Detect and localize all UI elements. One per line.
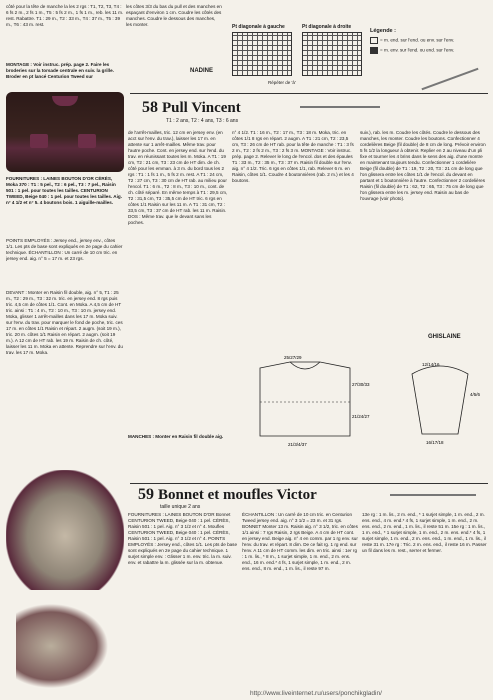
column-4-paragraph: suiv.), rab. les m. Coudre les côtés. Coudre le dessous des manches, les monter. Coudre les boutons. Confectionner 4 cordelières Beige (fil double) de 8 cm de long. Prévoir environ 5 fs 1/2 la longueur à obtenir. Replier en 2 au niveau d'un pli fixe et tourner les 4 brins dans le sens des aig. d'une montre en maintenant toujours tendu. Confectionner 1 cordelière Beige (fil double) de T1 : 19, T2 : 20, T3 : 21 cm de long que l'on glissera entre les côtes 1/1 de l'encol. du devant en partant et 1 boutonnière à l'autre. Confectionner 2 cordelières Raisin (fil double) de T1 : 62, T2 : 65, T3 : 75 cm de long que l'on glissera entre les m. jersey end. Raisin au bas de l'ouvrage (voir photo). [360,130,486,201]
article2-title [138,486,317,504]
article1-sizes: T1 : 2 ans, T2 : 4 ans, T3 : 6 ans [166,118,239,124]
sweater-photo [6,92,124,172]
legend-square-empty [370,37,378,44]
bonnet-fournitures-paragraph: FOURNITURES : LAINES BOUTON D'OR Bonnet CENTURION TWEED, Beige 040 : 1 pel. CÉRÈS, Raisin 501 : 1 pel. Aig. n° 3 1/2 et n° 4. Moufles CENTURION TWEED, Beige 040 : 1 pel. CÉRÈS, Raisin 501 : 1 pel. Aig. n° 3 1/2 et n° 4. POINTS EMPLOYÉS : Jersey end., côtes 1/1. Les pts de base sont expliqués en 2e page du cahier technique. 1 surjet simple env. : Glisser 1 m. env. tric. la m. suiv. env. et rabattre la m. glissée sur la m. obtenue. [128,512,238,565]
column-3-text [232,130,354,354]
legend-label-dark: = m. env. sur l'end. ou end. sur l'env. [380,47,455,53]
article1-number: 58 [142,99,158,116]
legend-square-filled [370,47,378,54]
column-2-text [128,130,228,432]
grid-right-title: Pt diagonale à droite [302,24,352,30]
article2-sizes: taille unique 2 ans [160,504,201,510]
top-left-text [6,4,124,50]
footer-url[interactable]: http://www.liveinternet.ru/users/ponchikgladin/ [250,690,382,697]
article1-rule [130,93,488,94]
needles-decoration-bottom [390,494,476,496]
bonnet-fournitures [128,512,238,688]
montage-left-paragraph: MONTAGE : Voir instruc. prép. page 2. Faire les broderies sur la torsade centrale en suiv. la grille. Broder en pt lancé Centurion Tweed sur [6,62,114,79]
grid-diagonal-right [302,32,362,76]
diagram-label-width: 25/27/29 [284,356,302,360]
needles-decoration-top [421,68,478,90]
manches-text [128,434,238,442]
bonnet-column-3 [362,512,488,682]
diagram-label-sleeve-side: 4/5/6 [470,392,481,397]
bonnet-photo [6,470,124,590]
legend-item-dark [370,47,488,54]
pattern-diagram-sleeve [392,360,488,450]
diagram-label-sleeve-bottom: 16/17/18 [426,440,444,445]
signature-nadine: NADINE [190,68,214,74]
needles-decoration-mid [300,106,380,108]
devant-left-paragraph: DEVANT : Monter en Raisin fil double, aig. n° 5, T1 : 25 m., T2 : 29 m., T3 : 32 m. tric. en jersey end. 8 rgs puis tric. 4,5 cm de côtes 1/1. Cont. en Moka. A 4,5 cm de HT tric. ainsi : T1 : 4 m., T2 : 10 m., T3 : 10 m. jersey end. Moka, glisser 1 arrêt-mailles dans les 17 m. Moka suiv. sur l'env. du trav. pour marquer le fond de poche, tric. ces 17 m. en côtes 1/1 Raisin et répart. 2 augm. (soit 19 m.), tric. 20 m. côtes 1/1 Raisin en répart. 2 augm. (soit 19 m.). A 12 cm de HT rab. les 19 m. Raisin de ch. côté, laisser les 11 m. Moka en attente. Reprendre sur l'env. du trav. les 17 m. Moka. [6,290,123,355]
sweater-pocket-right [78,134,96,148]
article2-title-text: Bonnet et moufles Victor [158,487,317,503]
top-center-paragraph: les côtes 3/3 du bas du pull et des manches en espaçant d'environ 1 cm. Coudre les côtés des manches. Coudre le dessous des manches, les monter. [126,4,222,27]
legend-box [370,28,488,54]
pattern-diagram-body [240,356,380,450]
article1-title-text: Pull Vincent [162,100,241,116]
fournitures-left-paragraph: FOURNITURES : LAINES BOUTON D'OR CÉRÈS, Moka 370 : T1 : 5 pel., T2 : 6 pel., T3 : 7 pel., Raisin 501 : 1 pel. pour toutes les tailles. CENTURION TWEED, Beige 040 : 1 pel. pour toutes les tailles. Aig. n° 4 1/2 et n° 5. 4 boutons bois. 1 aiguille-mailles. [6,176,122,205]
points-left [6,238,124,288]
top-center-text [126,4,222,46]
column-3-paragraph: n° 4 1/2. T1 : 16 m., T2 : 17 m., T3 : 18 m. Moka, tric. en côtes 1/1 8 rgs en répart. 2 augm. A T1 : 21 cm, T2 : 23,5 cm, T3 : 26 cm de HT rab. pour la tête de manche : T1 : 3 fs 2 m., T2 : 2 fs 2 m., T3 : 2 fs 3 m. MONTAGE : Voir instruc. prép. page 2. Relever le long de l'encol. dos et des épaules T1 : 33 m., T2 : 35 m., T3 : 37 m. Raisin fil double sur l'env. aig. n° 4 1/2. Tric. 6 rgs en côtes 1/1, rab. Relever 6 m. en Raisin, côtes 1/1. Coudre 4 boutonnières (rab. 2 m.) et les 4 boutons. [232,130,354,183]
fournitures-left [6,176,124,236]
diagram-label-bottom: 21/3/4/37 [288,442,307,447]
diagram-label-lower: 21/24/27 [352,414,370,419]
bonnet-column-2-paragraph: ÉCHANTILLON : Un carré de 10 cm tric. en Centurion Tweed jersey end. aig. n° 3 1/2 = 23 m. et 31 rgs. BONNET Monter 13 m. Raisin aig. n° 3 1/2, tric. en côtes 1/1 ainsi : 7 rgs Raisin, 2 rgs Beige. A 4 cm de HT cont. en jersey end. Beige aig. n° 4 en comm. par 1 rg env. sur l'env. du trav. et répart. 8 dim. De ce fait rg. 1 rg end. sur l'env. A 11 cm de HT comm. les dim. en tric. ainsi : 1er rg : 1 m. lis., * 8 m., 1 surjet simple, 1 m. end., 2 m. ens. end., 16 m. end.* 4 fs, 1 surjet simple, 1 m. end., 2 m. ens. end., 8 m. end., 1 m. lis., il reste 97 m. [242,512,358,571]
signature-ghislaine: GHISLAINE [428,334,461,340]
diagram-label-height: 27/30/33 [352,382,370,387]
bonnet-column-3-paragraph: 13e rg : 1 m. lis., 2 m. end., * 1 surjet simple, 1 m. end., 2 m. ens. end., 4 m. end.* 4 fs, 1 surjet simple, 1 m. end., 2 m. ens. end., 2 m. end., 1 m. lis., il reste 51 m. 15e rg : 1 m. lis., 1 m. end., * 1 surjet simple, 1 m. end., 2 m. ens. end.* 4 fs, 1 surjet simple, 1 m. end., 2 m. ens. end., 1 m. end., 1 m. lis., il reste 31 m. 17e rg : Tric. 2 m. ens. end., il reste 16 m. Passer un fil dans les m. rest., serrer et fermer. [362,512,487,553]
manches-paragraph: MANCHES : Monter en Raisin fil double aig. [128,434,224,439]
devant-left [6,290,124,470]
top-left-paragraph: côté pour la tête de manche la les 2 rgs : T1, T2, T3, T4 : 6 fs 2 m., 2 fs 1 m., T5 : 5 fs 2 m., 1 fs 1 m., reb. les 11 m. rest. Rabattre. T1 : 29 m., T2 : 33 m., T4 : 37 m., T5 : 39 m., T6 : 43 m. rest. [6,4,124,27]
bonnet-column-2 [242,512,358,688]
grid-repeat-label: Répéter de 'à' [268,80,296,85]
legend-item-plain [370,37,488,44]
montage-left [6,62,124,86]
grid-diagonal-left [232,32,292,76]
legend-title: Légende : [370,28,396,34]
article1-title [142,99,241,117]
moufles-photo [16,598,116,694]
grid-left-title: Pt diagonale à gauche [232,24,285,30]
sweater-collar [52,96,78,106]
column-2-paragraph: de l'arrêt-mailles, tric. 12 cm en jersey env. (en acct sur l'env. du trav.), laisser les 17 m. en attente sur 1 arrêt-mailles. Même trav. pour l'autre poche. Cont. en jersey end. sur l'end. du trav. en réunissant toutes les m. Moka. A T1 : 19 cm, T2 : 21 cm, T3 : 23 cm de HT dim. de ch. côté pour les emman. à 3 m. du bord tous les 2 rgs : T1 : 1 fs 1 m., 5 fs 2 m. rest. A T1 : 24 cm, T2 : 27 cm, T3 : 30 cm de HT rab. au milieu pour l'encol. T1 : 6 m., T2 : 8 m., T3 : 10 m., cont. de ch. côté séparé. En même temps à T1 : 29,5 cm, T2 : 31,5 cm, T3 : 35,5 cm de HT tric. 6 rgs en côtes 1/1 Raisin sur les 11 m. A T1 : 31 cm, T2 : 33,5 cm, T3 : 37 cm de HT rab. les 11 m. Raisin. DOS : Même trav. que le devant sans les poches. [128,130,228,225]
article2-number: 59 [138,486,154,503]
points-left-paragraph: POINTS EMPLOYÉS : Jersey end., jersey env., côtes 1/1. Les pts de base sont expliqués en 2e page du cahier technique. ÉCHANTILLON : Un carré de 10 cm tric. en jersey end. aig. n° 5 = 17 m. et 23 rgs. [6,238,123,261]
legend-label-plain: = m. end. sur l'end. ou env. sur l'env. [380,37,455,43]
sweater-pocket-left [30,134,48,148]
column-4-text [360,130,488,330]
article2-rule [130,483,488,484]
diagram-label-sleeve-top: 12/14/16 [422,362,440,367]
